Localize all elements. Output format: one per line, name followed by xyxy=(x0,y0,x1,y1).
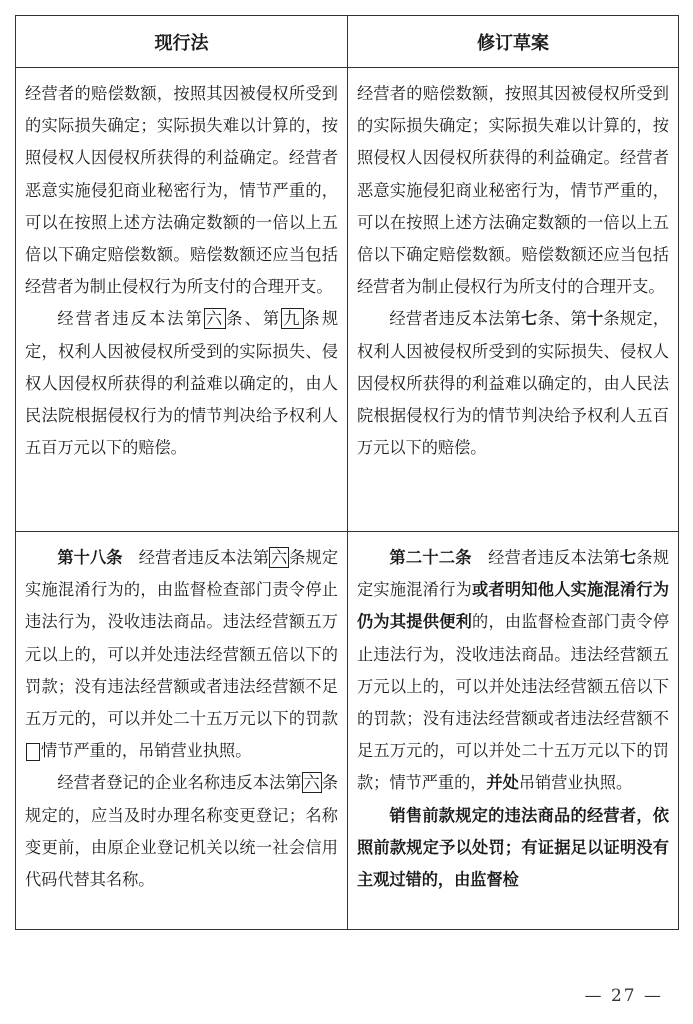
cell-revised-draft-2 xyxy=(348,532,679,930)
paragraph: 经营者的赔偿数额，按照其因被侵权所受到的实际损失确定；实际损失难以计算的，按照侵权人因侵权所获得的利益确定。经营者恶意实施侵犯商业秘密行为，情节严重的，可以在按照上述方法确定数额的一倍以上五倍以下确定赔偿数额。赔偿数额还应当包括经营者为制止侵权行为所支付的合理开支。 xyxy=(357,84,669,297)
bold-char: 七 xyxy=(521,309,538,329)
paragraph: 第二十二条 经营者违反本法第七条规定实施混淆行为或者明知他人实施混淆行为仍为其提供便利的，由监督检查部门责令停止违法行为，没收违法商品。违法经营额五万元以上的，可以并处违法经营额五倍以下的罚款；没有违法经营额或者违法经营额不足五万元的，可以并处二十五万元以下的罚款；情节严重的，并处吊销营业执照。 xyxy=(357,548,670,793)
page-number: — 27 — xyxy=(584,986,663,1006)
cell-current-law-2 xyxy=(16,532,348,930)
table-row xyxy=(16,532,679,930)
marked-char: 九 xyxy=(283,309,302,329)
marked-char: 六 xyxy=(271,548,288,567)
bold-text: 销售前款规定的违法商品的经营者，依照前款规定予以处罚；有证据足以证明没有主观过错的，由监督检 xyxy=(357,805,669,890)
article-title: 第二十二条 xyxy=(389,548,472,567)
cell-current-law-1 xyxy=(16,68,348,532)
paragraph xyxy=(357,800,669,897)
paragraph: 经营者违反本法第 六 条、第 九 条规定，权利人因被侵权所受到的实际损失、侵权人因侵权所获得的利益难以确定的，由人民法院根据侵权行为的情节判决给予权利人五百万元以下的赔偿。 xyxy=(25,309,339,458)
deletion-mark xyxy=(26,743,40,761)
header-current-law: 现行法 xyxy=(16,16,348,68)
header-row xyxy=(16,16,679,68)
article-title: 第十八条 xyxy=(57,548,123,567)
paragraph: 经营者登记的企业名称违反本法第 六 条规定的，应当及时办理名称变更登记；名称变更前，由原企业登记机关以统一社会信用代码代替其名称。 xyxy=(25,773,339,890)
bold-char: 七 xyxy=(619,548,637,567)
marked-char: 六 xyxy=(205,309,225,329)
paragraph: 第十八条 经营者违反本法第 六 条规定实施混淆行为的，由监督检查部门责令停止违法行为，没收违法商品。违法经营额五万元以上的，可以并处违法经营额五倍以下的罚款；没有违法经营额或者违法经营额不足五万元的，可以并处二十五万元以下的罚款情节严重的，吊销营业执照。 xyxy=(25,548,339,761)
header-revised-draft: 修订草案 xyxy=(348,16,679,68)
marked-char: 六 xyxy=(303,773,320,793)
bold-text: 或者明知他人实施混淆行为仍为其提供便利 xyxy=(357,580,670,632)
table-row xyxy=(16,68,679,532)
bold-text: 并处 xyxy=(486,773,519,793)
paragraph: 经营者的赔偿数额，按照其因被侵权所受到的实际损失确定；实际损失难以计算的，按照侵权人因侵权所获得的利益确定。经营者恶意实施侵犯商业秘密行为，情节严重的，可以在按照上述方法确定数额的一倍以上五倍以下确定赔偿数额。赔偿数额还应当包括经营者为制止侵权行为所支付的合理开支。 xyxy=(25,84,338,297)
comparison-table xyxy=(15,15,679,930)
cell-revised-draft-1 xyxy=(348,68,679,532)
bold-char: 十 xyxy=(586,309,604,329)
paragraph: 经营者违反本法第七条、第十条规定，权利人因被侵权所受到的实际损失、侵权人因侵权所获得的利益难以确定的，由人民法院根据侵权行为的情节判决给予权利人五百万元以下的赔偿。 xyxy=(357,309,670,458)
